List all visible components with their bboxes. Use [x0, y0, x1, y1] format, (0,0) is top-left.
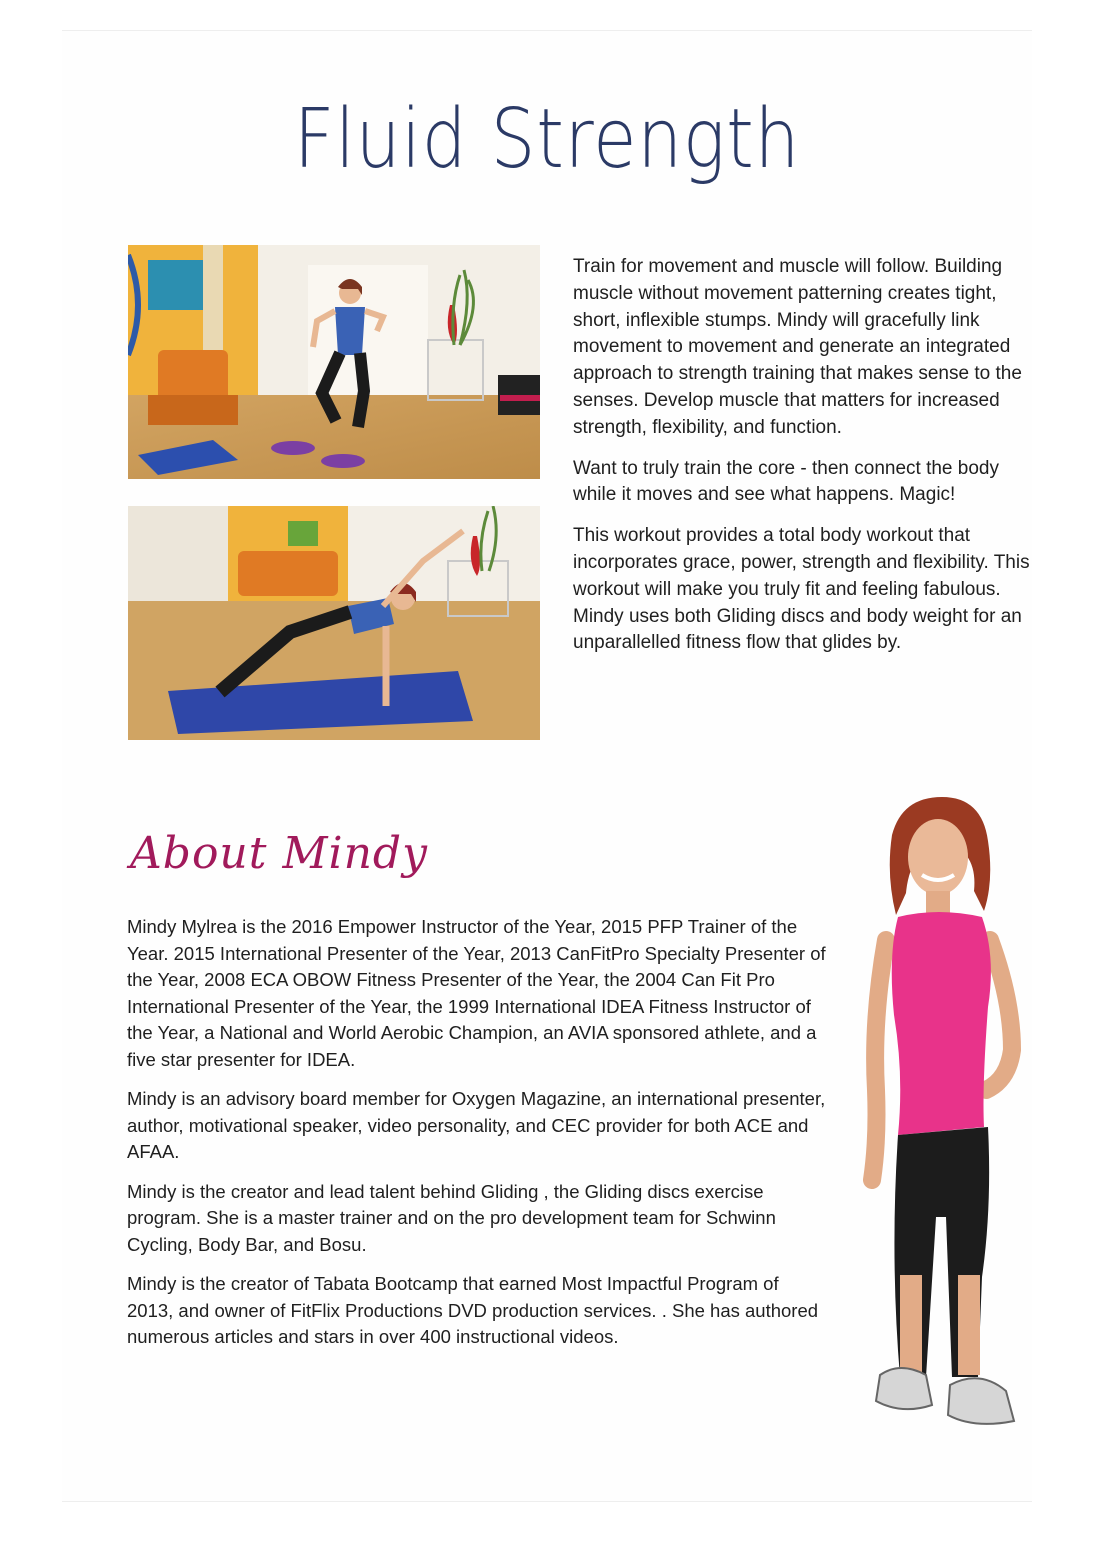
intro-paragraph: This workout provides a total body workout that incorporates grace, power, strength and flexibility. This workout will make you truly fit and feeling fabulous. Mindy uses both Gliding discs and body weight for an unparallelled fitness flow that glides by.	[573, 525, 1030, 654]
workout-photo-lunge	[128, 245, 540, 479]
bio-text	[127, 914, 827, 1364]
intro-paragraph: Train for movement and muscle will follow. Building muscle without movement patterning creates tight, short, inflexible stumps. Mindy will gracefully link movement to movement and generate an integrated approach to strength training that makes sense to the senses. Develop muscle that matters for increased strength, flexibility, and function.	[573, 256, 1022, 438]
about-heading: About Mindy	[130, 828, 428, 879]
bio-paragraph: Mindy is the creator and lead talent behind Gliding , the Gliding discs exercise program. She is a master trainer and on the pro development team for Schwinn Cycling, Body Bar, and Bosu.	[127, 1180, 776, 1255]
instructor-portrait	[840, 795, 1040, 1435]
page-title: Fluid Strength	[293, 92, 801, 187]
workout-photo-side-plank	[128, 506, 540, 740]
intro-text	[573, 254, 1033, 671]
bio-paragraph: Mindy is the creator of Tabata Bootcamp that earned Most Impactful Program of 2013, and owner of FitFlix Productions DVD production services. . She has authored numerous articles and stars in over 400 instructional videos.	[127, 1273, 819, 1347]
bio-paragraph: Mindy Mylrea is the 2016 Empower Instructor of the Year, 2015 PFP Trainer of the Year. 2015 International Presenter of the Year, 2013 CanFitPro Specialty Presenter of the Year, 2008 ECA OBOW Fitness Presenter of the Year, the 2004 Can Fit Pro International Presenter of the Year, the 1999 International IDEA Fitness Instructor of the Year, a National and World Aerobic Champion, an AVIA sponsored athlete, and a five star presenter for IDEA.	[127, 916, 826, 1070]
bio-paragraph: Mindy is an advisory board member for Oxygen Magazine, an international presenter, author, motivational speaker, video personality, and CEC provider for both ACE and AFAA.	[127, 1088, 826, 1162]
intro-paragraph: Want to truly train the core - then connect the body while it moves and see what happens. Magic!	[573, 457, 999, 506]
